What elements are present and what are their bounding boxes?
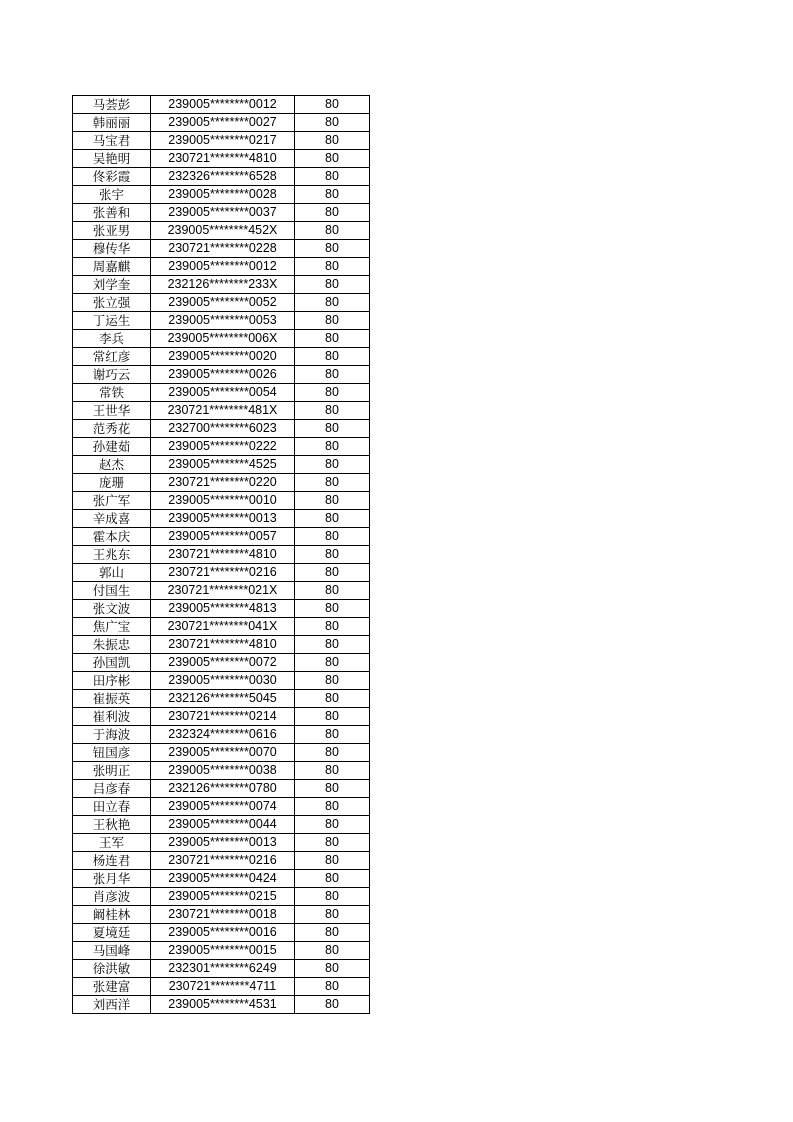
name-cell: 张善和 [73,204,151,222]
table-row [73,366,370,384]
score-cell: 80 [295,348,370,366]
score-cell: 80 [295,816,370,834]
table-row [73,258,370,276]
name-cell: 周嘉麒 [73,258,151,276]
score-cell: 80 [295,690,370,708]
name-cell: 孙建茹 [73,438,151,456]
name-cell: 张广军 [73,492,151,510]
id-number-cell: 239005********0015 [151,942,295,960]
name-cell: 李兵 [73,330,151,348]
name-cell: 辛成喜 [73,510,151,528]
id-number-cell: 239005********0044 [151,816,295,834]
score-cell: 80 [295,600,370,618]
id-number-cell: 239005********006X [151,330,295,348]
name-cell: 张立强 [73,294,151,312]
id-number-cell: 239005********0054 [151,384,295,402]
score-cell: 80 [295,870,370,888]
id-number-cell: 239005********0057 [151,528,295,546]
id-number-cell: 230721********021X [151,582,295,600]
score-cell: 80 [295,636,370,654]
score-cell: 80 [295,852,370,870]
table-row [73,978,370,996]
score-cell: 80 [295,672,370,690]
name-cell: 吕彦春 [73,780,151,798]
score-cell: 80 [295,150,370,168]
name-cell: 霍本庆 [73,528,151,546]
name-cell: 孙国凯 [73,654,151,672]
name-cell: 谢巧云 [73,366,151,384]
score-cell: 80 [295,294,370,312]
id-number-cell: 230721********0228 [151,240,295,258]
table-row [73,312,370,330]
table-row [73,852,370,870]
id-number-cell: 239005********0016 [151,924,295,942]
table-row [73,816,370,834]
name-cell: 焦广宝 [73,618,151,636]
name-cell: 田立春 [73,798,151,816]
score-cell: 80 [295,654,370,672]
table-row [73,654,370,672]
name-cell: 韩丽丽 [73,114,151,132]
score-cell: 80 [295,312,370,330]
table-row [73,348,370,366]
table-row [73,96,370,114]
table-row [73,438,370,456]
name-cell: 朱振忠 [73,636,151,654]
score-cell: 80 [295,924,370,942]
score-cell: 80 [295,744,370,762]
score-cell: 80 [295,546,370,564]
name-cell: 赵杰 [73,456,151,474]
table-row [73,510,370,528]
id-number-cell: 239005********0038 [151,762,295,780]
name-cell: 佟彩霞 [73,168,151,186]
name-cell: 庞珊 [73,474,151,492]
score-cell: 80 [295,402,370,420]
table-row [73,780,370,798]
table-row [73,546,370,564]
table-row [73,996,370,1014]
table-row [73,222,370,240]
score-cell: 80 [295,906,370,924]
id-number-cell: 230721********4810 [151,546,295,564]
name-cell: 刘学奎 [73,276,151,294]
id-number-cell: 230721********4711 [151,978,295,996]
score-cell: 80 [295,708,370,726]
score-cell: 80 [295,564,370,582]
table-row [73,708,370,726]
id-number-cell: 239005********0070 [151,744,295,762]
id-number-cell: 230721********481X [151,402,295,420]
name-cell: 张文波 [73,600,151,618]
table-row [73,150,370,168]
score-cell: 80 [295,762,370,780]
score-cell: 80 [295,978,370,996]
id-number-cell: 239005********0052 [151,294,295,312]
table-row [73,456,370,474]
table-row [73,960,370,978]
table-row [73,726,370,744]
name-cell: 常红彦 [73,348,151,366]
score-cell: 80 [295,798,370,816]
score-cell: 80 [295,474,370,492]
id-number-cell: 232126********5045 [151,690,295,708]
table-row [73,186,370,204]
id-number-cell: 232326********6528 [151,168,295,186]
score-cell: 80 [295,888,370,906]
id-number-cell: 230721********0220 [151,474,295,492]
score-cell: 80 [295,186,370,204]
id-number-cell: 239005********0026 [151,366,295,384]
score-cell: 80 [295,492,370,510]
name-cell: 吴艳明 [73,150,151,168]
id-number-cell: 230721********4810 [151,636,295,654]
score-cell: 80 [295,204,370,222]
id-number-cell: 239005********4531 [151,996,295,1014]
id-number-cell: 239005********0037 [151,204,295,222]
table-row [73,528,370,546]
score-cell: 80 [295,330,370,348]
id-number-cell: 230721********0214 [151,708,295,726]
id-number-cell: 232126********233X [151,276,295,294]
table-row [73,294,370,312]
table-row [73,690,370,708]
name-cell: 王秋艳 [73,816,151,834]
roster-table [72,95,370,1014]
score-cell: 80 [295,726,370,744]
id-number-cell: 239005********0012 [151,96,295,114]
score-cell: 80 [295,384,370,402]
score-cell: 80 [295,240,370,258]
score-cell: 80 [295,960,370,978]
name-cell: 穆传华 [73,240,151,258]
score-cell: 80 [295,132,370,150]
id-number-cell: 239005********0053 [151,312,295,330]
name-cell: 张亚男 [73,222,151,240]
id-number-cell: 239005********4525 [151,456,295,474]
table-row [73,240,370,258]
name-cell: 付国生 [73,582,151,600]
id-number-cell: 230721********0018 [151,906,295,924]
score-cell: 80 [295,222,370,240]
table-row [73,474,370,492]
table-row [73,402,370,420]
score-cell: 80 [295,582,370,600]
id-number-cell: 239005********0020 [151,348,295,366]
score-cell: 80 [295,366,370,384]
name-cell: 刘西洋 [73,996,151,1014]
table-row [73,582,370,600]
score-cell: 80 [295,510,370,528]
score-cell: 80 [295,438,370,456]
table-row [73,672,370,690]
table-row [73,492,370,510]
name-cell: 马国峰 [73,942,151,960]
id-number-cell: 239005********0222 [151,438,295,456]
id-number-cell: 239005********0424 [151,870,295,888]
id-number-cell: 232324********0616 [151,726,295,744]
table-row [73,798,370,816]
id-number-cell: 239005********452X [151,222,295,240]
name-cell: 肖彦波 [73,888,151,906]
name-cell: 夏境廷 [73,924,151,942]
name-cell: 马宝君 [73,132,151,150]
table-row [73,906,370,924]
id-number-cell: 230721********041X [151,618,295,636]
name-cell: 张月华 [73,870,151,888]
name-cell: 徐洪敏 [73,960,151,978]
id-number-cell: 230721********0216 [151,564,295,582]
id-number-cell: 239005********0030 [151,672,295,690]
name-cell: 范秀花 [73,420,151,438]
score-cell: 80 [295,420,370,438]
id-number-cell: 239005********0010 [151,492,295,510]
id-number-cell: 239005********0074 [151,798,295,816]
roster-table-body [73,96,370,1014]
table-row [73,564,370,582]
table-row [73,204,370,222]
score-cell: 80 [295,834,370,852]
id-number-cell: 239005********4813 [151,600,295,618]
table-row [73,168,370,186]
id-number-cell: 232700********6023 [151,420,295,438]
name-cell: 王世华 [73,402,151,420]
score-cell: 80 [295,942,370,960]
table-row [73,888,370,906]
score-cell: 80 [295,96,370,114]
name-cell: 钮国彦 [73,744,151,762]
table-row [73,924,370,942]
table-row [73,132,370,150]
name-cell: 张建富 [73,978,151,996]
id-number-cell: 239005********0072 [151,654,295,672]
table-row [73,618,370,636]
score-cell: 80 [295,456,370,474]
name-cell: 阚桂林 [73,906,151,924]
id-number-cell: 239005********0217 [151,132,295,150]
id-number-cell: 230721********0216 [151,852,295,870]
table-row [73,942,370,960]
table-row [73,834,370,852]
table-row [73,384,370,402]
id-number-cell: 239005********0215 [151,888,295,906]
name-cell: 马荟彭 [73,96,151,114]
id-number-cell: 239005********0013 [151,510,295,528]
name-cell: 郭山 [73,564,151,582]
table-row [73,636,370,654]
table-row [73,762,370,780]
name-cell: 张明正 [73,762,151,780]
name-cell: 于海波 [73,726,151,744]
name-cell: 常铁 [73,384,151,402]
score-cell: 80 [295,528,370,546]
score-cell: 80 [295,276,370,294]
id-number-cell: 232301********6249 [151,960,295,978]
id-number-cell: 239005********0012 [151,258,295,276]
name-cell: 崔利波 [73,708,151,726]
id-number-cell: 239005********0028 [151,186,295,204]
id-number-cell: 230721********4810 [151,150,295,168]
name-cell: 王兆东 [73,546,151,564]
name-cell: 崔振英 [73,690,151,708]
id-number-cell: 239005********0013 [151,834,295,852]
name-cell: 张宇 [73,186,151,204]
name-cell: 杨连君 [73,852,151,870]
score-cell: 80 [295,618,370,636]
name-cell: 田序彬 [73,672,151,690]
score-cell: 80 [295,780,370,798]
id-number-cell: 239005********0027 [151,114,295,132]
table-row [73,330,370,348]
score-cell: 80 [295,258,370,276]
score-cell: 80 [295,996,370,1014]
name-cell: 王军 [73,834,151,852]
score-cell: 80 [295,114,370,132]
table-row [73,744,370,762]
id-number-cell: 232126********0780 [151,780,295,798]
name-cell: 丁运生 [73,312,151,330]
table-row [73,420,370,438]
table-row [73,276,370,294]
table-row [73,114,370,132]
score-cell: 80 [295,168,370,186]
table-row [73,870,370,888]
table-row [73,600,370,618]
